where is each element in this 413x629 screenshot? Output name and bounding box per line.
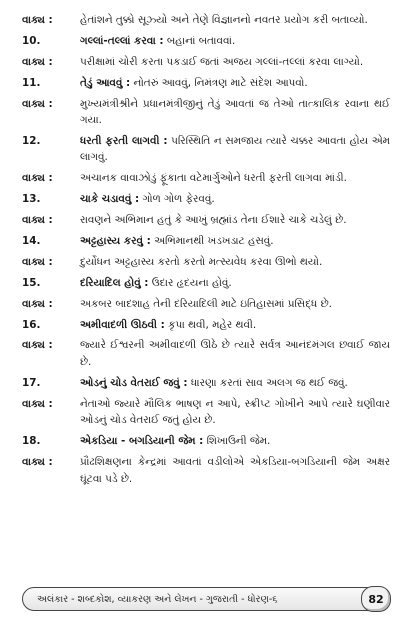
idiom-row [22,317,390,334]
idiom-definition [80,375,390,392]
idiom-number: 10. [22,34,41,47]
example-sentence: મુખ્યમંત્રીશ્રીને પ્રધાનમંત્રીજીનું તેડું આવતાં જ તેઓ તાત્કાલિક રવાના થઈ ગયા. [80,97,390,127]
example-sentence-row [22,96,390,129]
idiom-term: ધરતી ફરતી લાગવી : [80,134,168,147]
example-sentence: રાવણને અભિમાન હતું કે આખું બ્રહ્માંડ તેના ઈશારે ચાકે ચડેલું છે. [80,214,347,227]
idiom-definition [80,33,390,50]
example-sentence-row [22,54,390,71]
example-label: વાક્ય : [22,97,53,110]
idiom-row [22,133,390,166]
idiom-meaning: ધારણા કરતાં સાવ અલગ જ થઈ જવું. [190,376,348,389]
example-label: વાક્ય : [22,172,53,185]
idiom-number: 15. [22,276,41,289]
idiom-row [22,433,390,450]
idiom-definition [80,133,390,166]
example-sentence: અકબર બાદશાહ તેની દરિયાદિલી માટે ઇતિહાસમાં પ્રસિદ્ધ છે. [80,297,332,310]
idiom-definition [80,317,390,334]
idiom-definition [80,233,390,250]
example-sentence: અચાનક વાવાઝોડું ફૂંકાતા વટેમાર્ગુઓને ધરતી ફરતી લાગવા માંડી. [80,172,347,185]
idiom-term: દરિયાદિલ હોવું : [80,276,149,289]
example-label: વાક્ય : [22,255,53,268]
idiom-row [22,191,390,208]
idiom-number: 18. [22,435,41,448]
example-label: વાક્ય : [22,456,53,469]
example-sentence-row [22,337,390,370]
idiom-number: 14. [22,235,41,248]
idiom-meaning: પરિસ્થિતિ ન સમજાય ત્યારે ચક્કર આવતા હોય એમ લાગવું. [80,134,391,164]
example-sentence-row [22,170,390,187]
idiom-term: તેડું આવવું : [80,76,131,89]
example-label: વાક્ય : [22,14,53,26]
idiom-number: 16. [22,318,41,331]
example-sentence: દુર્યોધન અટ્ટહાસ્ય કરતો કરતો મત્સ્યવેધ કરવા ઊભો થયો. [80,255,323,268]
idiom-definition [80,191,390,208]
idiom-definition [80,433,390,450]
idiom-row [22,233,390,250]
idiom-meaning: નોતરું આવવું, નિમંત્રણ માટે સંદેશ આપવો. [133,76,308,89]
idiom-term: અમીવાદળી ઊઠવી : [80,318,165,331]
idiom-row [22,375,390,392]
example-label: વાક્ય : [22,339,53,352]
example-sentence-row [22,254,390,271]
page-footer [22,587,390,611]
example-sentence-row [22,396,390,429]
idiom-term: ચાકે ચડાવવું : [80,193,140,206]
example-sentence-row [22,212,390,229]
idiom-meaning: કૃપા થવી, મહેર થવી. [168,318,257,331]
example-sentence: નેતાઓ જ્યારે મૌલિક ભાષણ ન આપે, સ્ક્રીપ્ટ ગોખીને આપે ત્યારે ઘણીવાર ઓડનું ચોડ વેતરાઈ જતું હોય છે. [80,397,390,427]
footer-title: અલંકાર - શબ્દકોશ, વ્યાકરણ અને લેખન - ગુજરાતી - ધોરણ-૬ [37,593,278,605]
example-sentence-row [22,12,390,29]
idiom-term: એકડિયા - બગડિયાની જેમ : [80,435,204,448]
idiom-definition [80,275,390,292]
idiom-term: અટ્ટહાસ્ય કરવું : [80,235,151,248]
idiom-meaning: બહાનાં બતાવવાં. [166,34,236,47]
example-sentence-row [22,296,390,313]
idiom-row [22,75,390,92]
example-sentence: જ્યારે ઈશ્વરની અમીવાદળી ઊઠે છે ત્યારે સર્વત્ર આનંદમંગલ છવાઈ જાય છે. [80,339,390,368]
example-sentence-row [22,454,390,487]
idiom-number: 11. [22,76,41,89]
example-label: વાક્ય : [22,397,53,410]
idiom-meaning: અભિમાનથી ખડખડાટ હસવું. [154,235,274,248]
idiom-number: 17. [22,376,41,389]
idiom-meaning: શિખાઉની જેમ. [206,435,271,448]
idiom-term: ઓડનું ચોડ વેતરાઈ જવું : [80,376,188,389]
example-sentence: પ્રૌઢશિક્ષણના કેન્દ્રમાં આવતાં વડીલોએ એકડિયા-બગડિયાની જેમ અક્ષર ઘૂંટવા પડે છે. [80,456,390,485]
example-label: વાક્ય : [22,297,53,310]
idiom-row [22,33,390,50]
example-label: વાક્ય : [22,55,53,68]
idiom-meaning: ગોળ ગોળ ફેરવવું. [142,193,215,206]
idiom-definition [80,75,390,92]
idiom-list [22,12,390,491]
page-number: 82 [361,586,391,612]
idiom-term: ગલ્લાં-તલ્લાં કરવા : [80,34,164,47]
example-sentence: પરીક્ષામાં ચોરી કરતા પકડાઈ જતાં અજય ગલ્લાં-તલ્લાં કરવા લાગ્યો. [80,55,364,68]
idiom-number: 13. [22,193,41,206]
idiom-meaning: ઉદાર હૃદયના હોવું. [151,276,232,289]
idiom-row [22,275,390,292]
example-label: વાક્ય : [22,214,53,227]
example-sentence: હેતાંશને તુક્કો સૂઝ્યો અને તેણે વિજ્ઞાનનો નવતર પ્રયોગ કરી બતાવ્યો. [80,14,368,26]
idiom-number: 12. [22,134,41,147]
